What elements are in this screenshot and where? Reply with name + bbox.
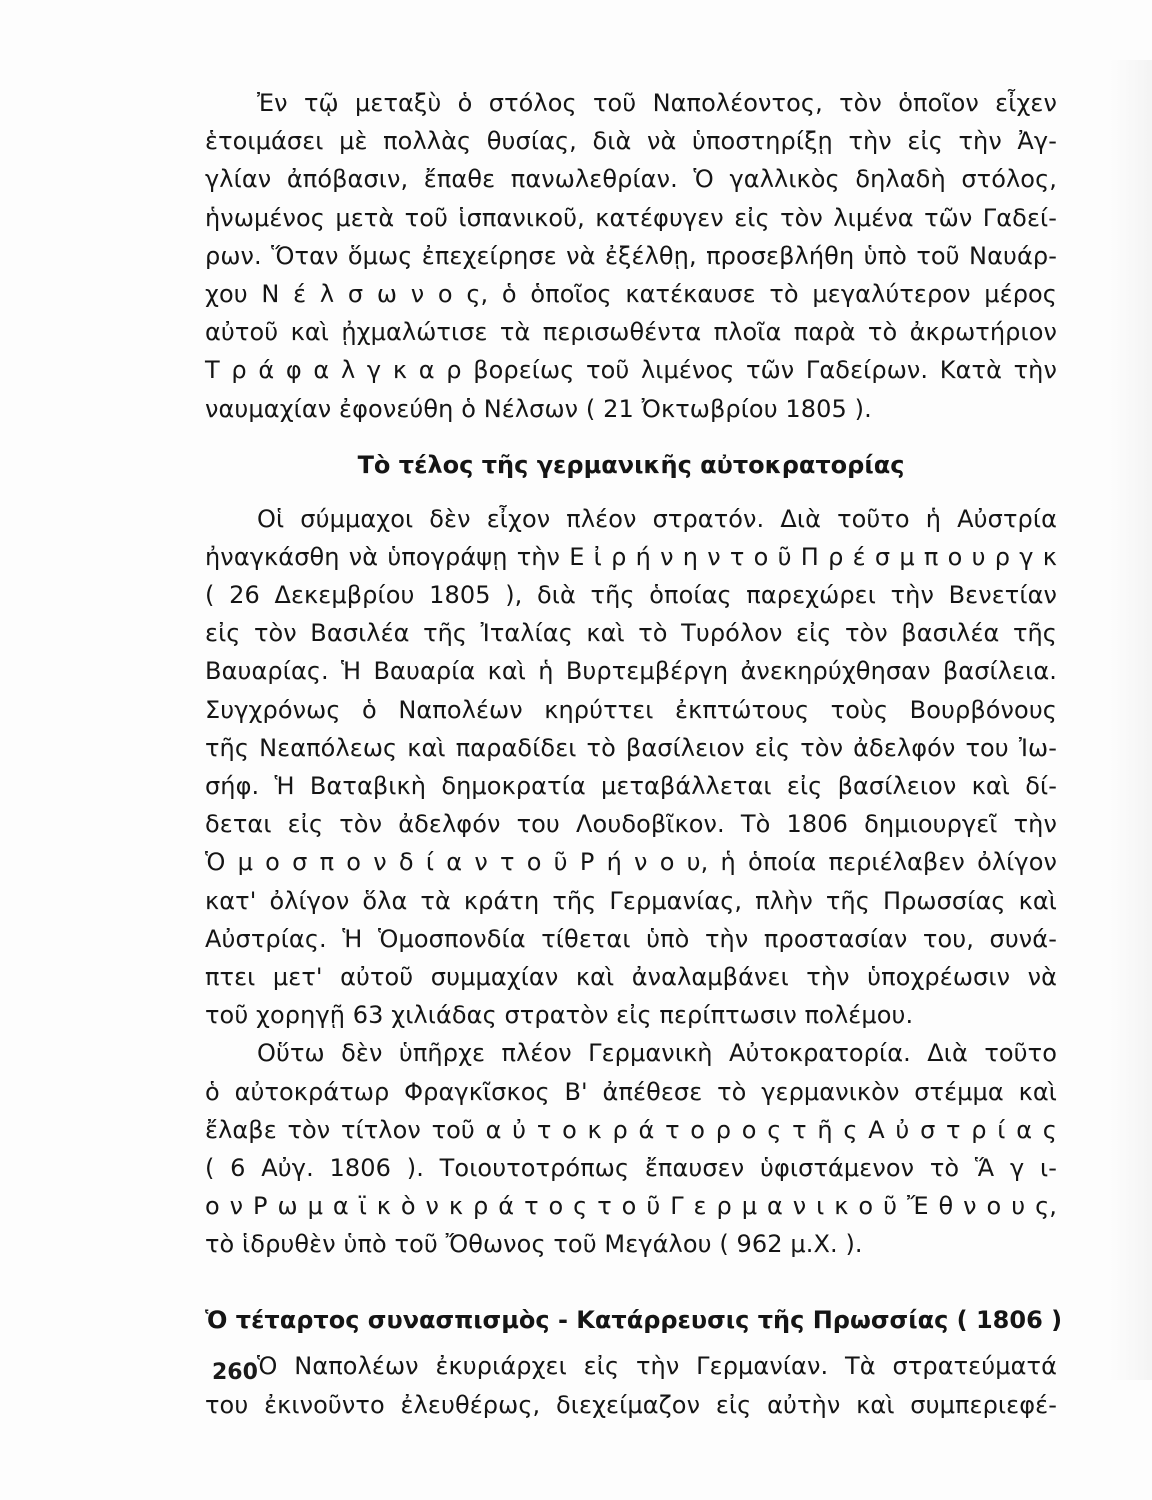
paragraph-empire-ended [205, 1034, 1057, 1263]
text-line: Ὁ Ναπολέων ἐκυριάρχει εἰς τὴν Γερμανίαν. Τὰ στρατεύματά [257, 1352, 1057, 1381]
text-line: γλίαν ἀπόβασιν, ἔπαθε πανωλεθρίαν. Ὁ γαλλικὸς δηλαδὴ στόλος, [205, 165, 1057, 194]
text-line: Ἐν τῷ μεταξὺ ὁ στόλος τοῦ Ναπολέοντος, τὸν ὁποῖον εἶχεν [257, 89, 1057, 117]
text-line: πτει μετ' αὐτοῦ συμμαχίαν καὶ ἀναλαμβάνει τὴν ὑποχρέωσιν νὰ [205, 962, 1057, 991]
text-line: Αὐστρίας. Ἡ Ὁμοσπονδία τίθεται ὑπὸ τὴν προστασίαν του, συνά- [205, 924, 1057, 953]
text-line: Βαυαρίας. Ἡ Βαυαρία καὶ ἡ Βυρτεμβέργη ἀνεκηρύχθησαν βασίλεια. [205, 657, 1057, 686]
text-line: ναυμαχίαν ἐφονεύθη ὁ Νέλσων ( 21 Ὀκτωβρίου 1805 ). [205, 394, 872, 423]
text-line: του ἐκινοῦντο ἐλευθέρως, διεχείμαζον εἰς αὐτὴν καὶ συμπεριεφέ- [205, 1390, 1057, 1419]
text-line: δεται εἰς τὸν ἀδελφόν του Λουδοβῖκον. Τὸ 1806 δημιουργεῖ τὴν [205, 810, 1057, 839]
page-number: 260 [212, 1360, 258, 1385]
paragraph-napoleon-germany [205, 1347, 1057, 1423]
text-line: εἰς τὸν Βασιλέα τῆς Ἰταλίας καὶ τὸ Τυρόλον εἰς τὸν βασιλέα τῆς [205, 619, 1057, 648]
text-line: αὐτοῦ καὶ ᾐχμαλώτισε τὰ περισωθέντα πλοῖα παρὰ τὸ ἀκρωτήριον [205, 318, 1057, 347]
text-line: Τ ρ ά φ α λ γ κ α ρ βορείως τοῦ λιμένος τῶν Γαδείρων. Κατὰ τὴν [205, 356, 1057, 385]
paragraph-naval-battle [205, 84, 1057, 428]
text-line: τῆς Νεαπόλεως καὶ παραδίδει τὸ βασίλειον εἰς τὸν ἀδελφόν του Ἰω- [205, 733, 1057, 762]
text-line: ὁ αὐτοκράτωρ Φραγκῖσκος Β' ἀπέθεσε τὸ γερμανικὸν στέμμα καὶ [205, 1077, 1057, 1106]
text-line: κατ' ὀλίγον ὅλα τὰ κράτη τῆς Γερμανίας, πλὴν τῆς Πρωσσίας καὶ [205, 886, 1057, 915]
text-line: Συγχρόνως ὁ Ναπολέων κηρύττει ἐκπτώτους τοὺς Βουρβόνους [205, 695, 1057, 724]
text-line: Οὕτω δὲν ὑπῆρχε πλέον Γερμανικὴ Αὐτοκρατορία. Διὰ τοῦτο [257, 1039, 1057, 1068]
text-line: ἔλαβε τὸν τίτλον τοῦ α ὐ τ ο κ ρ ά τ ο ρ ο ς τ ῆ ς Α ὐ σ τ ρ ί α ς [205, 1115, 1057, 1144]
text-line: τὸ ἱδρυθὲν ὑπὸ τοῦ Ὄθωνος τοῦ Μεγάλου ( 962 μ.Χ. ). [205, 1230, 863, 1259]
text-line: τοῦ χορηγῇ 63 χιλιάδας στρατὸν εἰς περίπτωσιν πολέμου. [205, 1001, 914, 1030]
text-column [205, 84, 1063, 1424]
section-heading-fourth-coalition: Ὁ τέταρτος συνασπισμὸς - Κατάρρευσις τῆς Πρωσσίας ( 1806 ) [205, 1306, 1063, 1335]
text-line: σήφ. Ἡ Βαταβικὴ δημοκρατία μεταβάλλεται εἰς βασίλειον καὶ δί- [205, 772, 1057, 800]
text-line: χου Ν έ λ σ ω ν ο ς, ὁ ὁποῖος κατέκαυσε τὸ μεγαλύτερον μέρος [205, 279, 1057, 308]
section-heading-end-of-empire: Τὸ τέλος τῆς γερμανικῆς αὐτοκρατορίας [357, 450, 905, 479]
text-line: ἠναγκάσθη νὰ ὑπογράψῃ τὴν Ε ἰ ρ ή ν η ν τ ο ῦ Π ρ έ σ μ π ο υ ρ γ κ [205, 542, 1057, 571]
text-line: ἑτοιμάσει μὲ πολλὰς θυσίας, διὰ νὰ ὑποστηρίξῃ τὴν εἰς τὴν Ἀγ- [205, 127, 1057, 156]
page-edge-shadow [1110, 60, 1152, 1380]
text-line: ρων. Ὅταν ὅμως ἐπεχείρησε νὰ ἐξέλθῃ, προσεβλήθη ὑπὸ τοῦ Ναυάρ- [205, 241, 1057, 270]
text-line: Ὁ μ ο σ π ο ν δ ί α ν τ ο ῦ Ρ ή ν ο υ, ἡ ὁποία περιέλαβεν ὀλίγον [205, 848, 1057, 877]
text-line: ἡνωμένος μετὰ τοῦ ἱσπανικοῦ, κατέφυγεν εἰς τὸν λιμένα τῶν Γαδεί- [205, 203, 1057, 232]
text-line: ( 26 Δεκεμβρίου 1805 ), διὰ τῆς ὁποίας παρεχώρει τὴν Βενετίαν [205, 581, 1057, 610]
text-line: Οἱ σύμμαχοι δὲν εἶχον πλέον στρατόν. Διὰ τοῦτο ἡ Αὐστρία [257, 504, 1057, 533]
text-line: ( 6 Αὐγ. 1806 ). Τοιουτοτρόπως ἔπαυσεν ὑφιστάμενον τὸ Ἅ γ ι- [205, 1153, 1057, 1182]
text-line: ο ν Ρ ω μ α ϊ κ ὸ ν κ ρ ά τ ο ς τ ο ῦ Γ ε ρ μ α ν ι κ ο ῦ Ἔ θ ν ο υ ς, [205, 1192, 1057, 1221]
paragraph-allies [205, 500, 1057, 1035]
